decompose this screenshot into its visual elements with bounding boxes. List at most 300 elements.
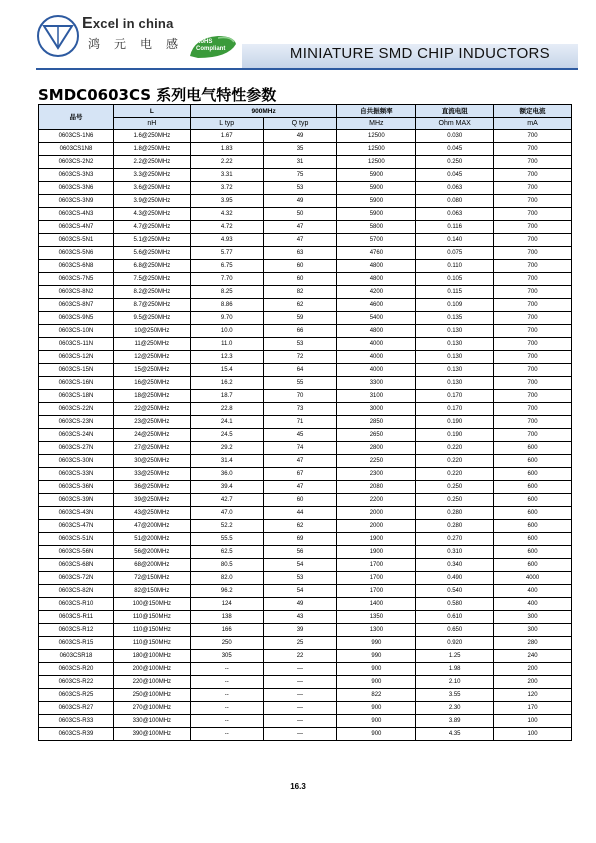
dcr-cell: 0.920 [416,637,494,650]
rohs-line1: RoHS [196,39,213,45]
part-number-cell: 0603CS-3N3 [39,169,114,182]
srf-cell: 1700 [337,572,416,585]
srf-cell: 5900 [337,208,416,221]
srf-cell: 1900 [337,546,416,559]
current-cell: 700 [494,299,572,312]
table-row [39,546,572,559]
inductance-cell: 270@100MHz [113,702,190,715]
table-row [39,156,572,169]
brand-name-chinese: 鸿元电感 [88,37,193,51]
q-typ-cell: 43 [263,611,337,624]
srf-cell: 4800 [337,273,416,286]
l-typ-cell: 2.22 [190,156,263,169]
current-cell: 600 [494,546,572,559]
q-typ-cell: 50 [263,208,337,221]
q-typ-cell: — [263,676,337,689]
inductance-cell: 180@100MHz [113,650,190,663]
q-typ-cell: 62 [263,520,337,533]
dcr-cell: 0.280 [416,507,494,520]
current-cell: 700 [494,325,572,338]
q-typ-cell: 66 [263,325,337,338]
table-header-row [39,105,572,118]
inductance-cell: 110@150MHz [113,637,190,650]
dcr-cell: 0.130 [416,377,494,390]
inductance-cell: 200@100MHz [113,663,190,676]
q-typ-cell: 64 [263,364,337,377]
dcr-cell: 2.30 [416,702,494,715]
srf-cell: 5400 [337,312,416,325]
inductance-cell: 56@200MHz [113,546,190,559]
l-typ-cell: 16.2 [190,377,263,390]
dcr-cell: 0.220 [416,442,494,455]
l-typ-cell: 47.0 [190,507,263,520]
dcr-cell: 0.030 [416,130,494,143]
page-header [0,0,596,72]
srf-cell: 1300 [337,624,416,637]
part-number-cell: 0603CS-82N [39,585,114,598]
q-typ-cell: 72 [263,351,337,364]
l-typ-cell: 138 [190,611,263,624]
part-number-cell: 0603CS-9N5 [39,312,114,325]
current-cell: 700 [494,364,572,377]
srf-cell: 900 [337,728,416,741]
current-cell: 600 [494,507,572,520]
current-cell: 700 [494,416,572,429]
current-cell: 240 [494,650,572,663]
inductance-cell: 18@250MHz [113,390,190,403]
l-typ-cell: 250 [190,637,263,650]
q-typ-cell: 54 [263,585,337,598]
inductance-cell: 7.5@250MHz [113,273,190,286]
q-typ-cell: 62 [263,299,337,312]
srf-cell: 4000 [337,338,416,351]
l-typ-cell: 39.4 [190,481,263,494]
header-q-typ: Q typ [263,118,337,130]
header-l-unit: nH [113,118,190,130]
dcr-cell: 0.490 [416,572,494,585]
part-number-cell: 0603CS-R20 [39,663,114,676]
l-typ-cell: 11.0 [190,338,263,351]
part-number-cell: 0603CS-R25 [39,689,114,702]
l-typ-cell: 29.2 [190,442,263,455]
current-cell: 700 [494,286,572,299]
current-cell: 600 [494,520,572,533]
table-row [39,169,572,182]
table-row [39,403,572,416]
header-rated-current: 额定电流 [494,105,572,118]
part-number-cell: 0603CS-3N9 [39,195,114,208]
header-srf-unit: MHz [337,118,416,130]
l-typ-cell: 166 [190,624,263,637]
q-typ-cell: 82 [263,286,337,299]
srf-cell: 1700 [337,585,416,598]
inductance-cell: 8.7@250MHz [113,299,190,312]
part-number-cell: 0603CS-51N [39,533,114,546]
header-test-frequency: 900MHz [190,105,337,118]
q-typ-cell: 49 [263,598,337,611]
part-number-cell: 0603CS-7N5 [39,273,114,286]
l-typ-cell: 15.4 [190,364,263,377]
srf-cell: 900 [337,676,416,689]
inductance-cell: 24@250MHz [113,429,190,442]
q-typ-cell: 73 [263,403,337,416]
current-cell: 280 [494,637,572,650]
part-number-cell: 0603CS-R33 [39,715,114,728]
dcr-cell: 0.190 [416,429,494,442]
table-row [39,377,572,390]
q-typ-cell: 22 [263,650,337,663]
rohs-line2: Compliant [196,46,226,52]
l-typ-cell: 22.8 [190,403,263,416]
inductance-cell: 22@250MHz [113,403,190,416]
l-typ-cell: 18.7 [190,390,263,403]
q-typ-cell: 63 [263,247,337,260]
l-typ-cell: 24.5 [190,429,263,442]
inductance-cell: 11@250MHz [113,338,190,351]
inductance-cell: 27@250MHz [113,442,190,455]
srf-cell: 4800 [337,260,416,273]
table-row [39,585,572,598]
inductance-cell: 110@150MHz [113,624,190,637]
srf-cell: 900 [337,702,416,715]
company-logo-icon [36,14,80,58]
table-row [39,533,572,546]
srf-cell: 4000 [337,351,416,364]
part-number-cell: 0603CS-R12 [39,624,114,637]
dcr-cell: 0.080 [416,195,494,208]
part-number-cell: 0603CS-8N2 [39,286,114,299]
q-typ-cell: 44 [263,507,337,520]
dcr-cell: 0.130 [416,364,494,377]
q-typ-cell: 31 [263,156,337,169]
table-row [39,364,572,377]
header-dcr: 直流电阻 [416,105,494,118]
l-typ-cell: 82.0 [190,572,263,585]
srf-cell: 822 [337,689,416,702]
q-typ-cell: — [263,663,337,676]
current-cell: 700 [494,377,572,390]
part-number-cell: 0603CS-72N [39,572,114,585]
srf-cell: 5800 [337,221,416,234]
current-cell: 700 [494,221,572,234]
srf-cell: 900 [337,663,416,676]
q-typ-cell: 47 [263,234,337,247]
q-typ-cell: 25 [263,637,337,650]
part-number-cell: 0603CS-22N [39,403,114,416]
q-typ-cell: 75 [263,169,337,182]
table-row [39,494,572,507]
srf-cell: 5900 [337,182,416,195]
current-cell: 700 [494,169,572,182]
dcr-cell: 0.250 [416,494,494,507]
dcr-cell: 4.35 [416,728,494,741]
table-row [39,221,572,234]
inductance-cell: 3.9@250MHz [113,195,190,208]
table-row [39,208,572,221]
part-number-cell: 0603CSR18 [39,650,114,663]
inductance-cell: 43@250MHz [113,507,190,520]
current-cell: 700 [494,156,572,169]
l-typ-cell: 5.77 [190,247,263,260]
inductance-cell: 47@200MHz [113,520,190,533]
table-row [39,455,572,468]
inductance-cell: 23@250MHz [113,416,190,429]
l-typ-cell: 8.25 [190,286,263,299]
current-cell: 700 [494,247,572,260]
table-row [39,286,572,299]
q-typ-cell: 47 [263,481,337,494]
inductance-cell: 10@250MHz [113,325,190,338]
table-row [39,663,572,676]
l-typ-cell: 7.70 [190,273,263,286]
table-row [39,715,572,728]
table-row [39,702,572,715]
part-number-cell: 0603CS-68N [39,559,114,572]
q-typ-cell: 71 [263,416,337,429]
dcr-cell: 0.220 [416,468,494,481]
part-number-cell: 0603CS-4N7 [39,221,114,234]
table-subheader-row [39,118,572,130]
srf-cell: 4200 [337,286,416,299]
q-typ-cell: 47 [263,455,337,468]
table-row [39,260,572,273]
q-typ-cell: 49 [263,130,337,143]
l-typ-cell: 96.2 [190,585,263,598]
l-typ-cell: 3.72 [190,182,263,195]
inductance-cell: 30@250MHz [113,455,190,468]
part-number-cell: 0603CS-12N [39,351,114,364]
current-cell: 300 [494,624,572,637]
dcr-cell: 0.045 [416,143,494,156]
inductance-cell: 8.2@250MHz [113,286,190,299]
l-typ-cell: 3.95 [190,195,263,208]
inductance-cell: 12@250MHz [113,351,190,364]
l-typ-cell: -- [190,676,263,689]
srf-cell: 5700 [337,234,416,247]
inductance-cell: 16@250MHz [113,377,190,390]
table-row [39,247,572,260]
brand-initial: E [82,15,93,32]
part-number-cell: 0603CS-4N3 [39,208,114,221]
part-number-cell: 0603CS-2N2 [39,156,114,169]
current-cell: 600 [494,559,572,572]
q-typ-cell: 70 [263,390,337,403]
current-cell: 200 [494,676,572,689]
srf-cell: 1350 [337,611,416,624]
l-typ-cell: 4.72 [190,221,263,234]
part-number-cell: 0603CS-43N [39,507,114,520]
part-number-cell: 0603CS-24N [39,429,114,442]
q-typ-cell: 56 [263,546,337,559]
l-typ-cell: 36.0 [190,468,263,481]
current-cell: 4000 [494,572,572,585]
inductance-cell: 100@150MHz [113,598,190,611]
current-cell: 400 [494,585,572,598]
srf-cell: 3300 [337,377,416,390]
current-cell: 400 [494,598,572,611]
dcr-cell: 0.140 [416,234,494,247]
dcr-cell: 0.109 [416,299,494,312]
current-cell: 300 [494,611,572,624]
table-row [39,143,572,156]
l-typ-cell: 24.1 [190,416,263,429]
part-number-cell: 0603CS-8N7 [39,299,114,312]
srf-cell: 4760 [337,247,416,260]
srf-cell: 2650 [337,429,416,442]
current-cell: 600 [494,481,572,494]
inductance-cell: 6.8@250MHz [113,260,190,273]
dcr-cell: 0.610 [416,611,494,624]
dcr-cell: 0.170 [416,390,494,403]
srf-cell: 5900 [337,195,416,208]
inductance-cell: 39@250MHz [113,494,190,507]
table-row [39,195,572,208]
part-number-cell: 0603CS-5N6 [39,247,114,260]
q-typ-cell: 35 [263,143,337,156]
rohs-badge-text [196,39,225,53]
inductance-cell: 36@250MHz [113,481,190,494]
dcr-cell: 3.89 [416,715,494,728]
part-number-cell: 0603CS1N8 [39,143,114,156]
part-number-cell: 0603CS-R10 [39,598,114,611]
table-row [39,676,572,689]
l-typ-cell: 42.7 [190,494,263,507]
srf-cell: 12500 [337,156,416,169]
dcr-cell: 0.075 [416,247,494,260]
current-cell: 700 [494,143,572,156]
dcr-cell: 0.340 [416,559,494,572]
table-row [39,442,572,455]
dcr-cell: 0.130 [416,351,494,364]
srf-cell: 12500 [337,143,416,156]
table-row [39,468,572,481]
inductance-cell: 5.1@250MHz [113,234,190,247]
l-typ-cell: 8.86 [190,299,263,312]
l-typ-cell: 6.75 [190,260,263,273]
l-typ-cell: 305 [190,650,263,663]
table-row [39,520,572,533]
inductance-cell: 110@150MHz [113,611,190,624]
srf-cell: 2250 [337,455,416,468]
current-cell: 100 [494,728,572,741]
table-row [39,481,572,494]
inductance-cell: 330@100MHz [113,715,190,728]
part-number-cell: 0603CS-10N [39,325,114,338]
dcr-cell: 2.10 [416,676,494,689]
q-typ-cell: 53 [263,182,337,195]
srf-cell: 2000 [337,507,416,520]
l-typ-cell: 31.4 [190,455,263,468]
current-cell: 700 [494,195,572,208]
l-typ-cell: 9.70 [190,312,263,325]
inductance-cell: 250@100MHz [113,689,190,702]
inductance-cell: 72@150MHz [113,572,190,585]
table-row [39,637,572,650]
table-row [39,130,572,143]
q-typ-cell: 53 [263,338,337,351]
table-row [39,611,572,624]
q-typ-cell: 59 [263,312,337,325]
q-typ-cell: 49 [263,195,337,208]
part-number-cell: 0603CS-33N [39,468,114,481]
dcr-cell: 0.063 [416,208,494,221]
part-number-cell: 0603CS-R15 [39,637,114,650]
q-typ-cell: 74 [263,442,337,455]
q-typ-cell: — [263,728,337,741]
header-dcr-unit: Ohm MAX [416,118,494,130]
current-cell: 600 [494,455,572,468]
dcr-cell: 0.110 [416,260,494,273]
srf-cell: 2850 [337,416,416,429]
inductance-cell: 9.5@250MHz [113,312,190,325]
srf-cell: 2000 [337,520,416,533]
q-typ-cell: 67 [263,468,337,481]
dcr-cell: 0.063 [416,182,494,195]
inductance-cell: 220@100MHz [113,676,190,689]
dcr-cell: 0.250 [416,156,494,169]
srf-cell: 12500 [337,130,416,143]
dcr-cell: 0.105 [416,273,494,286]
part-number-cell: 0603CS-16N [39,377,114,390]
table-row [39,429,572,442]
current-cell: 600 [494,533,572,546]
dcr-cell: 0.190 [416,416,494,429]
l-typ-cell: 124 [190,598,263,611]
part-number-cell: 0603CS-15N [39,364,114,377]
q-typ-cell: 54 [263,559,337,572]
table-row [39,416,572,429]
part-number-cell: 0603CS-39N [39,494,114,507]
dcr-cell: 0.220 [416,455,494,468]
page-title: SMDC0603CS 系列电气特性参数 [38,86,277,104]
current-cell: 700 [494,208,572,221]
table-body [39,130,572,741]
page-number: 16.3 [290,782,306,791]
table-row [39,650,572,663]
part-number-cell: 0603CS-36N [39,481,114,494]
electrical-spec-table [38,104,572,741]
current-cell: 700 [494,273,572,286]
table-row [39,598,572,611]
dcr-cell: 0.650 [416,624,494,637]
current-cell: 600 [494,494,572,507]
dcr-cell: 0.115 [416,286,494,299]
current-cell: 170 [494,702,572,715]
table-row [39,351,572,364]
srf-cell: 1900 [337,533,416,546]
header-divider [36,68,578,70]
q-typ-cell: 60 [263,494,337,507]
q-typ-cell: 60 [263,260,337,273]
current-cell: 700 [494,182,572,195]
table-row [39,728,572,741]
srf-cell: 990 [337,650,416,663]
dcr-cell: 0.310 [416,546,494,559]
current-cell: 700 [494,234,572,247]
part-number-cell: 0603CS-11N [39,338,114,351]
inductance-cell: 4.3@250MHz [113,208,190,221]
inductance-cell: 15@250MHz [113,364,190,377]
part-number-cell: 0603CS-1N6 [39,130,114,143]
table-row [39,624,572,637]
inductance-cell: 5.6@250MHz [113,247,190,260]
q-typ-cell: — [263,715,337,728]
dcr-cell: 0.170 [416,403,494,416]
table-row [39,234,572,247]
product-title: MINIATURE SMD CHIP INDUCTORS [289,45,550,62]
header-current-unit: mA [494,118,572,130]
part-number-cell: 0603CS-R11 [39,611,114,624]
